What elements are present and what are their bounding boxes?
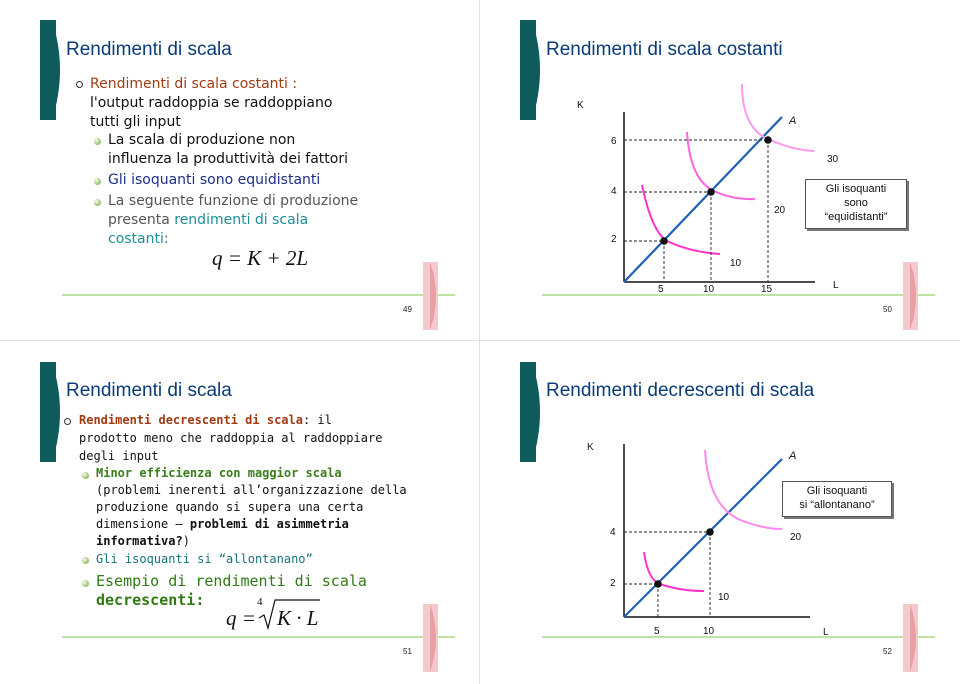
page-number: 51 xyxy=(403,647,412,656)
y-tick-4: 4 xyxy=(611,186,617,197)
main-line-2: prodotto meno che raddoppia al raddoppiare xyxy=(79,431,383,445)
sub-point-3-line-1: Esempio di rendimenti di scala xyxy=(96,572,367,590)
y-tick-2: 2 xyxy=(611,234,617,245)
note-line-2: sono xyxy=(844,197,868,209)
x-tick-10: 10 xyxy=(703,626,715,637)
note-box xyxy=(805,179,907,229)
x-tick-5: 5 xyxy=(658,284,664,295)
note-line-2: si “allontanano” xyxy=(799,499,875,511)
x-axis-label: L xyxy=(833,280,839,291)
isoquant-label-20: 20 xyxy=(774,205,786,216)
sub-point-1-line-3: produzione quando si supera una certa xyxy=(96,500,364,514)
sub-point-3-line-3b: : xyxy=(163,231,169,247)
sub-point-3-line-2b: rendimenti di scala xyxy=(174,212,309,228)
y-tick-2: 2 xyxy=(610,578,616,589)
sub-point-2: Gli isoquanti sono equidistanti xyxy=(108,172,321,188)
isoquant-3 xyxy=(742,84,814,151)
note-line-3: “equidistanti” xyxy=(824,211,888,223)
sub-point-1-line-1: Minor efficienza con maggior scala xyxy=(96,466,342,480)
y-tick-6: 6 xyxy=(611,136,617,147)
y-axis-label: K xyxy=(577,100,584,111)
slide-title: Rendimenti di scala xyxy=(66,380,232,401)
sub-point-3-line-3a: costanti xyxy=(108,231,164,247)
expansion-ray xyxy=(624,117,782,282)
slide-51 xyxy=(0,342,480,684)
note-line-1: Gli isoquanti xyxy=(806,485,868,497)
sub-point-3-line-2a: presenta xyxy=(108,212,175,228)
slide-title: Rendimenti di scala costanti xyxy=(546,39,783,60)
note-box xyxy=(782,481,892,517)
formula-root-index: 4 xyxy=(257,596,263,608)
formula-radicand: K · L xyxy=(277,606,319,630)
point-2 xyxy=(706,528,714,536)
sub-point-2: Gli isoquanti si “allontanano” xyxy=(96,552,313,566)
sub-point-1-line-5b: ) xyxy=(182,534,190,548)
x-tick-10: 10 xyxy=(703,284,715,295)
slide-49 xyxy=(0,0,480,342)
sub-point-1-line-4a: dimensione – xyxy=(96,517,190,531)
main-lead: Rendimenti di scala costanti xyxy=(90,76,288,92)
bullet-icon xyxy=(76,81,83,88)
x-tick-15: 15 xyxy=(761,284,773,295)
sub-bullet-icon xyxy=(94,138,101,145)
slide-52 xyxy=(480,342,960,684)
sub-point-3 xyxy=(108,192,358,249)
main-lead: Rendimenti decrescenti di scala xyxy=(79,413,303,427)
page-number: 50 xyxy=(883,305,892,314)
point-1 xyxy=(660,237,668,245)
page-number: 52 xyxy=(883,647,892,656)
formula-lhs: q = xyxy=(226,606,256,630)
sub-bullet-icon xyxy=(94,178,101,185)
main-colon: : il xyxy=(302,413,332,427)
main-rest-1: l'output raddoppia se raddoppiano xyxy=(90,95,333,111)
sub-point-1 xyxy=(108,131,348,169)
x-tick-5: 5 xyxy=(654,626,660,637)
isoquant-2 xyxy=(687,132,755,199)
point-3 xyxy=(764,136,772,144)
isoquant-label-10: 10 xyxy=(718,592,730,603)
slide-title: Rendimenti decrescenti di scala xyxy=(546,380,815,401)
isoquant-label-10: 10 xyxy=(730,258,742,269)
main-colon: : xyxy=(287,76,298,92)
ray-label: A xyxy=(789,115,797,127)
formula-constant-returns: q = K + 2L xyxy=(212,246,309,270)
sub-point-3-line-1: La seguente funzione di produzione xyxy=(108,193,359,209)
main-point xyxy=(90,75,332,132)
point-2 xyxy=(707,188,715,196)
radical-sign xyxy=(0,342,480,684)
isoquant-2 xyxy=(705,450,782,529)
sub-point-1-line-5a: informativa? xyxy=(96,534,183,548)
sub-point-1-line-2: influenza la produttività dei fattori xyxy=(108,151,348,167)
ray-label: A xyxy=(789,450,797,462)
x-axis-label: L xyxy=(823,627,829,638)
sub-point-1-line-1: La scala di produzione non xyxy=(108,132,296,148)
sub-bullet-icon xyxy=(94,199,101,206)
point-1 xyxy=(654,580,662,588)
sub-point-3-line-2: decrescenti: xyxy=(96,591,205,609)
page-number: 49 xyxy=(403,305,412,314)
isoquant-label-30: 30 xyxy=(827,154,839,165)
slide-50 xyxy=(480,0,960,342)
note-line-1: Gli isoquanti xyxy=(825,183,887,195)
expansion-ray xyxy=(624,459,782,617)
y-tick-4: 4 xyxy=(610,527,616,538)
main-line-3: degli input xyxy=(79,449,159,463)
isoquant-1 xyxy=(644,552,704,591)
isoquant-diagram xyxy=(480,0,960,342)
slide-title: Rendimenti di scala xyxy=(66,39,232,60)
main-rest-2: tutti gli input xyxy=(90,114,181,130)
y-axis-label: K xyxy=(587,442,594,453)
isoquant-label-20: 20 xyxy=(790,532,802,543)
sub-point-1-line-2: (problemi inerenti all’organizzazione della xyxy=(96,483,407,497)
sub-point-1-line-4b: problemi di asimmetria xyxy=(189,517,349,531)
